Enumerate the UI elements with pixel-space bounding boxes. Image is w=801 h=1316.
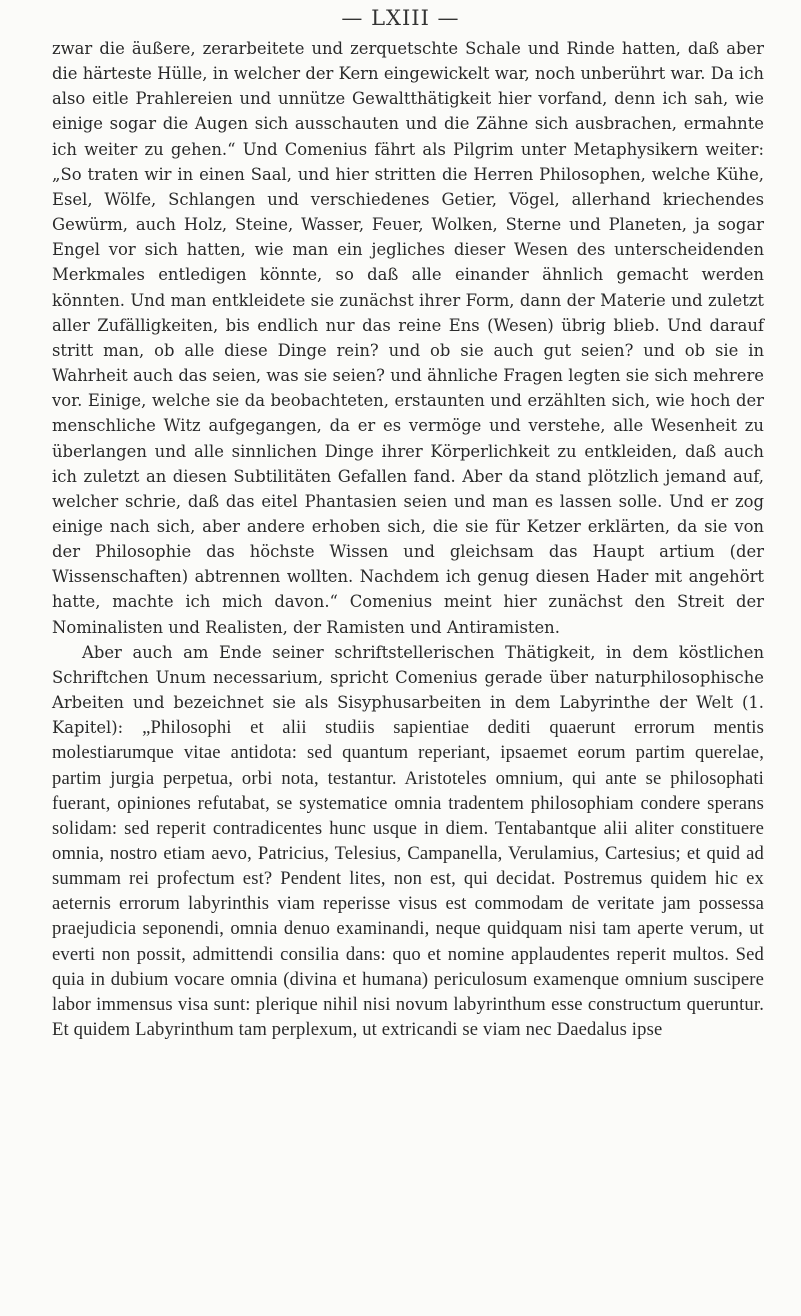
page-number: — LXIII — bbox=[341, 6, 460, 30]
paragraph-metaphysicians: zwar die äußere, zerarbeitete und zerquetschte Schale und Rinde hatten, daß aber die härteste Hülle, in welcher der Kern eingewickelt war, noch unberührt war. Da ich also eitle Prahlereien und unnütze Gewaltthätigkeit hier vorfand, denn ich sah, wie einige sogar die Augen sich ausschauten und die Zähne sich ausbrachen, ermahnte ich weiter zu gehen.“ Und Comenius fährt als Pilgrim unter Metaphysikern weiter: „So traten wir in einen Saal, und hier stritten die Herren Philosophen, welche Kühe, Esel, Wölfe, Schlangen und verschiedenes Getier, Vögel, allerhand kriechendes Gewürm, auch Holz, Steine, Wasser, Feuer, Wolken, Sterne und Planeten, ja sogar Engel vor sich hatten, wie man ein jegliches dieser Wesen des unterscheidenden Merkmales entledigen könnte, so daß alle einander ähnlich gemacht werden könnten. Und man entkleidete sie zunächst ihrer Form, dann der Materie und zuletzt aller Zufälligkeiten, bis endlich nur das reine Ens (Wesen) übrig blieb. Und darauf stritt man, ob alle diese Dinge rein? und ob sie auch gut seien? und ob sie in Wahrheit auch das seien, was sie seien? und ähnliche Fragen legten sie sich mehrere vor. Einige, welche sie da beobachteten, erstaunten und erzählten sich, wie hoch der menschliche Witz aufgegangen, da er es vermöge und verstehe, alle Wesenheit zu überlangen und alle sinnlichen Dinge ihrer Körperlichkeit zu entkleiden, daß auch ich zuletzt an diesen Subtilitäten Gefallen fand. Aber da stand plötzlich jemand auf, welcher schrie, daß das eitel Phantasien seien und man es lassen solle. Und er zog einige nach sich, aber andere erhoben sich, die sie für Ketzer erklärten, da sie von der Philosophie das höchste Wissen und gleichsam das Haupt artium (der Wissenschaften) abtrennen wollten. Nachdem ich genug diesen Hader mit angehört hatte, machte ich mich davon.“ Comenius meint hier zunächst den Streit der Nominalisten und Realisten, der Ramisten und Antiramisten. bbox=[52, 39, 764, 637]
paragraph-unum-necessarium-german: Aber auch am Ende seiner schriftstellerischen Thätigkeit, in dem köstlichen Schriftchen Unum necessarium, spricht Comenius gerade über naturphilosophische Arbeiten und bezeichnet sie als Sisyphusarbeiten in dem Labyrinthe der Welt (1. Kapitel): bbox=[52, 642, 764, 738]
paragraph-unum-necessarium bbox=[52, 640, 764, 1043]
page-body bbox=[52, 36, 764, 1042]
latin-quotation: „Philosophi et alii studiis sapientiae dediti quaerunt errorum mentis molestiarumque vitae antidota: sed quantum reperiant, ipsaemet eorum partim querelae, partim jurgia perpetua, orbi nota, testantur. Aristoteles omnium, qui ante se philosophati fuerant, opiniones refutabat, se systematice omnia tradentem philosophiam condere sperans solidam: sed reperit contradicentes hunc usque in diem. Tentabantque alii aliter constituere omnia, nostro etiam aevo, Patricius, Telesius, Campanella, Verulamius, Cartesius; et quid ad summam rei profectum est? Pendent lites, non est, qui decidat. Postremus quidem hic ex aeternis errorum labyrinthis viam reperisse visus est commodam de veritate jam possessa praejudicia seponendi, omnia denuo examinandi, neque quidquam nisi tam aperte verum, ut everti non possit, admittendi consilia dans: quo et nomine applaudentes reperit multos. Sed quia in dubium vocare omnia (divina et humana) periculosum examenque omnium suscipere labor immensus visa sunt: plerique nihil nisi novum labyrinthum esse constructum queruntur. Et quidem Labyrinthum tam perplexum, ut extricandi se viam nec Daedalus ipse bbox=[52, 717, 765, 1041]
